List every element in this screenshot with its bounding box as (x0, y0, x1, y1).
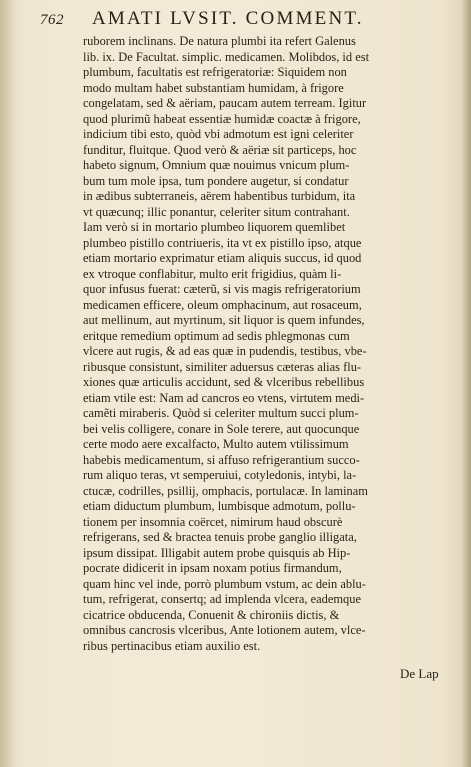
text-line: ex vtroque conflabitur, multo erit frigidius, quàm li- (83, 266, 342, 281)
text-line: quod plurimũ habeat essentiæ humidæ coactæ à frigore, (83, 111, 361, 126)
text-line: camẽti miraberis. Quòd si celeriter multum succi plum- (83, 406, 359, 420)
text-line: modo multam habet substantiam humidam, à frigore (83, 80, 344, 95)
text-line: bum tum mole ipsa, tum pondere augetur, si condatur (83, 173, 349, 188)
text-line: xiones quæ articulis accidunt, sed & vlceribus rebellibus (83, 375, 365, 389)
text-line: medicamen efficere, oleum omphacinum, aut rosaceum, (83, 297, 362, 312)
gutter-shadow (0, 0, 16, 767)
text-line: in ædibus subterraneis, aërem habentibus turbidum, ita (83, 189, 356, 203)
text-line: plumbeo pistillo contriueris, ita vt ex pistillo ipso, atque (83, 235, 362, 250)
text-line: omnibus cancrosis vlceribus, Ante lotionem autem, vlce- (83, 623, 366, 637)
text-line: vlcere aut rugis, & ad eas quæ in pudendis, testibus, vbe- (83, 344, 367, 358)
text-line: ribus pertinacibus etiam auxilio est. (83, 638, 261, 653)
text-line: eritque remedium optimum ad sedis phlegmonas cum (83, 328, 350, 343)
text-line: ribusque consistunt, similiter aduersus cæteras alias flu- (83, 359, 362, 374)
text-line: ctucæ, codrilles, psillij, omphacis, portulacæ. In laminam (83, 483, 368, 498)
text-line: aut mellinum, aut myrtinum, sit liquor is quem infundes, (83, 313, 365, 327)
running-title: AMATI LVSIT. COMMENT. (92, 8, 364, 29)
text-line: lib. ix. De Facultat. simplic. medicamen. Molibdos, id est (83, 49, 370, 64)
text-line: bei velis colligere, conare in Sole terere, aut quocunque (83, 421, 360, 436)
catchword: De Lap (400, 666, 439, 681)
text-line: etiam mortario exprimatur etiam aliquis succus, id quod (83, 251, 362, 265)
text-line: etiam vtile est: Nam ad cancros eo vtens, virtutem medi- (83, 390, 365, 405)
text-line: cicatrice obducenda, Conuenit & chironiis dictis, & (83, 607, 340, 622)
text-line: plumbum, facultatis est refrigeratoriæ: Siquidem non (83, 65, 347, 79)
text-line: ruborem inclinans. De natura plumbi ita refert Galenus (83, 34, 356, 48)
text-line: vt quæcunq; illic ponantur, celeriter situm contrahant. (83, 204, 350, 219)
text-line: refrigerans, sed & bractea tenuis probe ganglio illigata, (83, 530, 357, 544)
text-line: etiam diductum plumbum, lumbisque admotum, pollu- (83, 499, 356, 513)
text-line: certe modo aere excalfacto, Multo autem vtilissimum (83, 437, 349, 451)
text-line: Iam verò si in mortario plumbeo liquorem quemlibet (83, 220, 346, 234)
text-line: tionem per insomnia coërcet, nimirum haud obscurè (83, 514, 343, 529)
text-line: ipsum dissipat. Illigabit autem probe quisquis ab Hip- (83, 545, 351, 560)
text-line: quam hinc vel inde, porrò plumbum vstum, ac dein ablu- (83, 576, 366, 591)
text-line: congelatam, sed & aëriam, paucam autem terream. Igitur (83, 96, 367, 110)
text-line: pocrate didicerit in ipsam noxam potius firmandum, (83, 561, 342, 575)
text-line: quor infusus fuerat: cæterũ, si vis magis refrigeratorium (83, 282, 361, 296)
text-line: indicium tibi esto, quòd vbi admotum est igni celeriter (83, 127, 354, 141)
page-number: 762 (40, 12, 64, 28)
text-line: rum aliquo teras, vt semperuiui, cotyledonis, intybi, la- (83, 468, 357, 482)
text-line: funditur, fluitque. Quod verò & aëriæ sit particeps, hoc (83, 142, 357, 157)
text-line: habeto signum, Omnium quæ nouimus vnicum plum- (83, 158, 350, 172)
page-header (40, 8, 440, 34)
text-line: habebis medicamentum, si affuso refrigerantium succo- (83, 452, 360, 467)
page-edge (461, 0, 471, 767)
text-line: tum, refrigerat, consertq; ad implenda vlcera, eademque (83, 592, 361, 606)
body-text (83, 34, 439, 654)
